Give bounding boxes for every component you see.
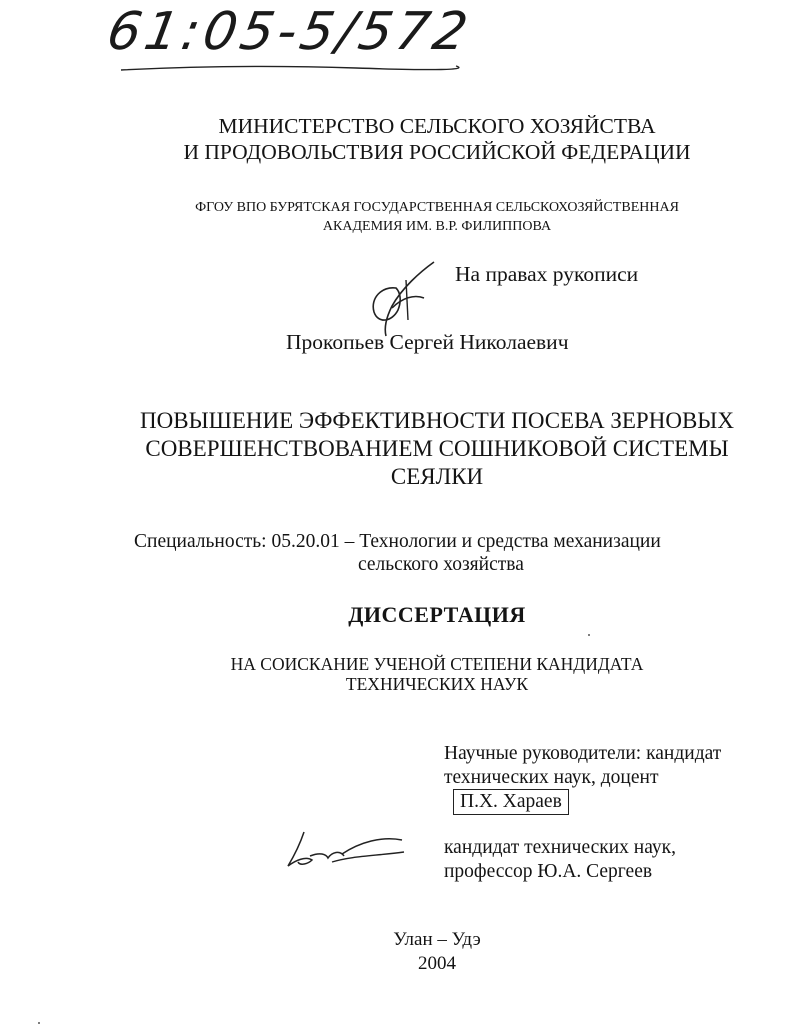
supervisors-line-3: кандидат технических наук, — [444, 837, 676, 858]
supervisor-name-boxed: П.Х. Хараев — [453, 789, 569, 815]
specialty-line-2: сельского хозяйства — [358, 554, 524, 575]
degree-line-2: ТЕХНИЧЕСКИХ НАУК — [345, 674, 529, 694]
supervisor-2-block — [444, 836, 676, 884]
city: Улан – Удэ — [393, 929, 481, 950]
academy-heading — [0, 198, 799, 236]
author-signature — [362, 258, 442, 340]
speck — [588, 634, 590, 636]
manuscript-rights: На правах рукописи — [455, 262, 639, 286]
supervisors-block — [444, 742, 721, 790]
title-line-2: СОВЕРШЕНСТВОВАНИЕМ СОШНИКОВОЙ СИСТЕМЫ — [145, 436, 729, 461]
supervisors-line-2: технических наук, доцент — [444, 767, 659, 788]
title-line-3: СЕЯЛКИ — [390, 464, 484, 489]
specialty-line-1: Специальность: 05.20.01 – Технологии и средства механизации — [134, 531, 661, 552]
ministry-line-2: И ПРОДОВОЛЬСТВИЯ РОССИЙСКОЙ ФЕДЕРАЦИИ — [183, 140, 691, 164]
title-line-1: ПОВЫШЕНИЕ ЭФФЕКТИВНОСТИ ПОСЕВА ЗЕРНОВЫХ — [140, 408, 734, 433]
ministry-line-1: МИНИСТЕРСТВО СЕЛЬСКОГО ХОЗЯЙСТВА — [218, 114, 656, 138]
year: 2004 — [418, 953, 456, 974]
document-type: ДИССЕРТАЦИЯ — [348, 602, 526, 627]
catalog-number: 61:05-5/572 — [102, 2, 476, 62]
author-name: Прокопьев Сергей Николаевич — [286, 330, 569, 354]
supervisors-line-4: профессор Ю.А. Сергеев — [444, 861, 653, 882]
supervisors-line-1: Научные руководители: кандидат — [444, 743, 722, 764]
supervisor-signature — [282, 826, 408, 872]
place-and-year — [0, 928, 799, 976]
corner-speck — [38, 1022, 40, 1024]
academy-line-1: ФГОУ ВПО БУРЯТСКАЯ ГОСУДАРСТВЕННАЯ СЕЛЬСКОХОЗЯЙСТВЕННАЯ — [195, 200, 679, 215]
degree-heading — [0, 654, 799, 694]
degree-line-1: НА СОИСКАНИЕ УЧЕНОЙ СТЕПЕНИ КАНДИДАТА — [230, 654, 644, 674]
academy-line-2: АКАДЕМИЯ ИМ. В.Р. ФИЛИППОВА — [322, 219, 552, 234]
dissertation-title — [0, 407, 799, 491]
ministry-heading — [0, 113, 799, 165]
